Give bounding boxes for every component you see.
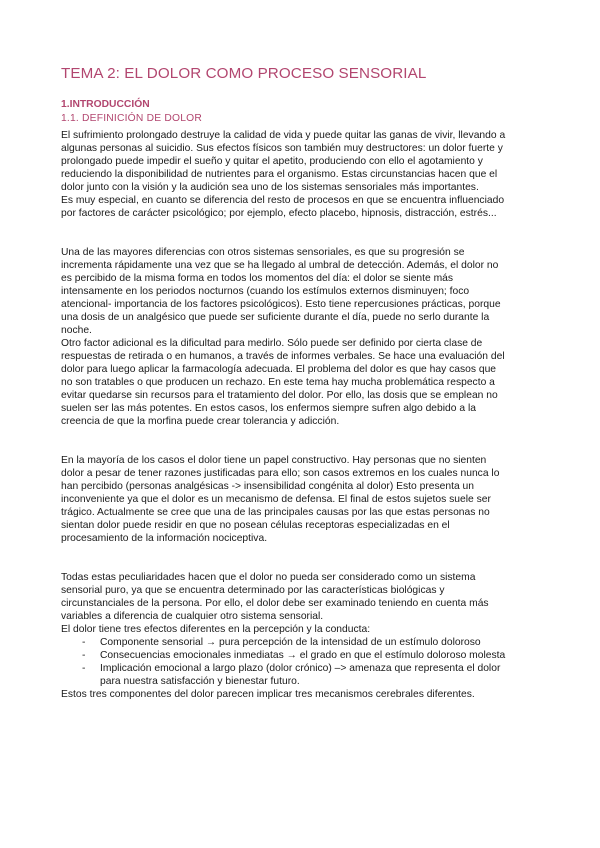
paragraph-line: intensamente en los periodos nocturnos (cuando los estímulos externos disminuyen; foco (61, 286, 470, 297)
paragraph-line: reduciendo la disponibilidad de nutrientes para el organismo. Estas circunstancias hacen que el (61, 169, 498, 180)
paragraph-line: Es muy especial, en cuanto se diferencia del resto de procesos en que se encuentra influenciado (61, 195, 505, 206)
paragraph-line: no son tratables o que producen un rechazo. En este tema hay mucha problemática respecto a (61, 377, 495, 388)
paragraph-line: respuestas de retirada o en humanos, a través de informes verbales. Se hace una evaluación del (61, 351, 505, 362)
paragraph-line: creencia de que la morfina puede crear tolerancia y adicción. (61, 416, 340, 427)
paragraph-line: Todas estas peculiaridades hacen que el dolor no pueda ser considerado como un sistema (61, 572, 476, 583)
paragraph-line: es percibido de la misma forma en todos los momentos del día: el dolor se siente más (61, 273, 454, 284)
bullet-item: Componente sensorial → pura percepción de la intensidad de un estímulo doloroso (100, 637, 481, 648)
paragraph-line: han percibido (personas analgésicas -> insensibilidad congénita al dolor) Esto presenta un (61, 481, 474, 492)
paragraph-line: algunas personas al suicidio. Sus efectos físicos son también muy destructores: un dolor fuerte y (61, 143, 503, 154)
bullet-marker: - (82, 637, 86, 648)
bullet-item: Consecuencias emocionales inmediatas → el grado en que el estímulo doloroso molesta (100, 650, 506, 661)
bullet-marker: - (82, 663, 86, 674)
paragraph-line: evitar quedarse sin recursos para el tratamiento del dolor. Por ello, las dosis que se emplean no (61, 390, 498, 401)
paragraph-line: sensorial puro, ya que se encuentra determinado por las características biológicas y (61, 585, 445, 596)
paragraph-line: Otro factor adicional es la dificultad para medirlo. Sólo puede ser definido por cierta clase de (61, 338, 483, 349)
paragraph-line: dolor para luego aplicar la farmacología adecuada. El problema del dolor es que hay casos que (61, 364, 497, 375)
paragraph-line: atencional- importancia de los factores psicológicos). Esto tiene repercusiones prácticas, porque (61, 299, 501, 310)
paragraph-line: El sufrimiento prolongado destruye la calidad de vida y puede quitar las ganas de vivir, llevando a (61, 130, 506, 141)
paragraph-line: inconveniente ya que el dolor es un mecanismo de defensa. El final de estos sujetos suele ser (61, 494, 491, 505)
paragraph-line: circunstanciales de la persona. Por ello, el dolor debe ser examinado teniendo en cuenta más (61, 598, 489, 609)
page-title: TEMA 2: EL DOLOR COMO PROCESO SENSORIAL (61, 65, 427, 82)
closing-line: Estos tres componentes del dolor parecen implicar tres mecanismos cerebrales diferentes. (61, 689, 475, 700)
paragraph-line: trágico. Actualmente se cree que una de las principales causas por las que estas personas no (61, 507, 490, 518)
subsection-heading: 1.1. DEFINICIÓN DE DOLOR (61, 113, 202, 124)
paragraph-line: una dosis de un analgésico que puede ser suficiente durante el día, puede no serlo durante la (61, 312, 490, 323)
paragraph-line: El dolor tiene tres efectos diferentes en la percepción y la conducta: (61, 624, 371, 635)
paragraph-line: procesamiento de la información nociceptiva. (61, 533, 268, 544)
bullet-item: Implicación emocional a largo plazo (dolor crónico) –> amenaza que representa el dolor (100, 663, 501, 674)
paragraph-line: suelen ser las más potentes. En estos casos, los enfermos siempre sufren algo debido a la (61, 403, 476, 414)
paragraph-line: por factores de carácter psicológico; por ejemplo, efecto placebo, hipnosis, distracción, estrés... (61, 208, 497, 219)
paragraph-line: incrementa rápidamente una vez que se ha llegado al umbral de detección. Además, el dolor no (61, 260, 499, 271)
paragraph-line: dolor junto con la visión y la audición sea uno de los sistemas sensoriales más importantes. (61, 182, 479, 193)
paragraph-line: sientan dolor puede residir en que no posean células receptoras especializadas en el (61, 520, 450, 531)
paragraph-line: dolor a pesar de tener razones justificadas para ello; son casos extremos en los cuales nunca lo (61, 468, 500, 479)
paragraph-line: prolongado puede impedir el sueño y quitar el apetito, produciendo con ello el agotamiento y (61, 156, 483, 167)
paragraph-line: Una de las mayores diferencias con otros sistemas sensoriales, es que su progresión se (61, 247, 465, 258)
section-heading: 1.INTRODUCCIÓN (61, 99, 150, 110)
bullet-marker: - (82, 650, 86, 661)
bullet-item-continuation: para nuestra satisfacción y bienestar futuro. (100, 676, 300, 687)
paragraph-line: En la mayoría de los casos el dolor tiene un papel constructivo. Hay personas que no sienten (61, 455, 487, 466)
paragraph-line: variables a diferencia de cualquier otro sistema sensorial. (61, 611, 324, 622)
paragraph-line: noche. (61, 325, 92, 336)
